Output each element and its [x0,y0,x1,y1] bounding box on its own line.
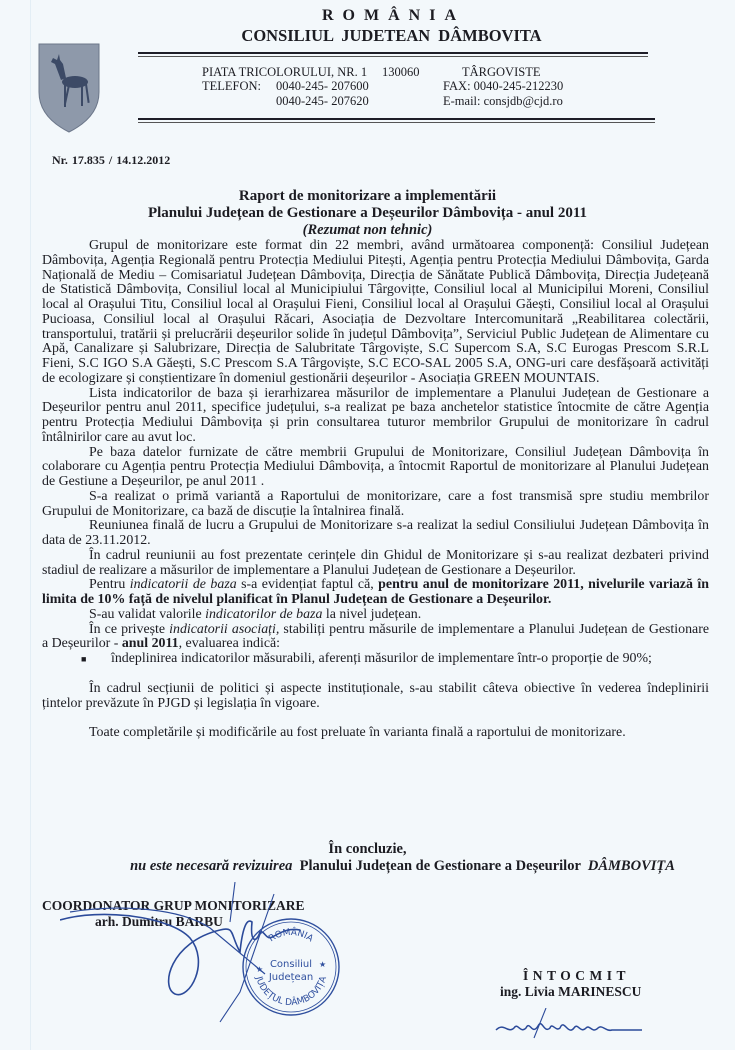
document-number: Nr. 17.835 / 14.12.2012 [52,153,171,167]
preparer-title: ÎNTOCMIT [523,968,631,983]
text-run: s-a evidențiat faptul că, [236,577,379,593]
text-run: În ce privește [89,621,170,637]
stamp-star-left-icon: ★ [256,965,264,974]
document-title-block [0,188,735,239]
document-title-line-2: Planului Județean de Gestionare a Deșeurilor Dâmbovița - anul 2011 [147,205,588,221]
text-run-bold: pentru anul de monitorizare 2011, nivelurile variază în limita de 10% față de nivelul planificat în Planul Județean de Gestionare a Deșeurilor. [42,577,709,607]
letterhead-country: ROMÂNIA [322,7,465,24]
text-run-italic: indicatorii asociați, [169,621,280,637]
svg-text:ROMÂNIA [267,926,315,945]
preparer-name: ing. Livia MARINESCU [500,984,642,999]
official-stamp-icon [241,917,341,1017]
bullet-square-icon: ■ [81,654,87,664]
conclusion-middle: Planului Județean de Gestionare a Deșeurilor [292,858,588,874]
header-rule-top [138,52,648,57]
paragraph-final-version: Toate completările și modificările au fost preluate în varianta finală a raportului de monitorizare. [89,724,626,740]
conclusion-county: DÂMBOVIȚA [587,858,675,874]
document-subtitle: (Rezumat non tehnic) [302,222,433,238]
text-run-bold: anul 2011 [121,636,179,652]
list-item [81,652,709,667]
list-item-text: îndeplinirea indicatorilor măsurabili, aferenți măsurilor de implementare într-o proporție de 90%; [111,651,652,666]
conclusion-statement [70,858,735,875]
letterhead-fax: FAX: 0040-245-212230 [443,79,564,93]
letterhead-phone-label: TELEFON: [202,79,262,93]
letterhead-address: PIATA TRICOLORULUI, NR. 1 [202,65,368,79]
conclusion-heading: În concluzie, [328,841,407,857]
header-rule-bottom [138,118,655,123]
text-run: S-au validat valorile [89,606,206,622]
letterhead-phone-1: 0040-245- 207600 [276,79,369,93]
paragraph-associated-indicators [42,623,709,653]
preparer-signature-icon [494,1008,644,1044]
preparer-block [500,968,641,1000]
coordinator-title: COORDONATOR GRUP MONITORIZARE [42,898,305,913]
paragraph-report-basis: Pe baza datelor furnizate de către membrii Grupului de Monitorizare, Consiliul Județean Dâmbovița în colaborare cu Agenția pentru Protecția Mediului Dâmbovița, a întocmit Raportul de monitorizare al Planului Județean de Gestiune a Deșeurilor, pe anul 2011 . [42,444,709,489]
paragraph-final-meeting: Reuniunea finală de lucru a Grupului de Monitorizare s-a realizat la sediul Consiliului Județean Dâmbovița în data de 23.11.2012. [42,518,709,548]
scan-margin-strip [30,0,31,1050]
document-body [42,239,709,740]
stamp-top-text: ROMÂNIA [267,927,315,945]
text-run-italic: indicatorilor de baza [205,606,323,622]
spacer [42,667,709,682]
letterhead-email: E-mail: consjdb@cjd.ro [443,94,563,108]
letterhead-postal-code: 130060 [382,65,420,79]
conclusion-italic: nu este necesară revizuirea [130,858,293,874]
letterhead-city: TÂRGOVISTE [462,65,541,79]
text-run: , evaluarea indică: [178,636,281,652]
coordinator-name: arh. Dumitru BARBU [95,914,223,929]
stamp-star-right-icon: ★ [319,960,327,969]
stamp-center-line-1: Consiliul [269,959,313,970]
stamp-center-line-2: Județean [268,972,314,983]
paragraph-meeting-content: În cadrul reuniunii au fost prezentate cerințele din Ghidul de Monitorizare și s-au realizat dezbateri privind stadiul de realizare a măsurilor de implementare a Planului Județean de Gestionare a Deșeurilor. [42,547,709,578]
letterhead-phone-2: 0040-245- 207620 [276,94,369,108]
paragraph-policies: În cadrul secțiunii de politici și aspecte instituționale, s-au stabilit câteva obiective în vederea îndeplinirii țintelor prevăzute în PJGD și legislația în vigoare. [42,681,709,711]
text-run: stabiliți pentru măsurile de implementare a Planului Județean de Gestionare a Deșeurilor - [42,621,709,652]
text-run: Pentru [89,577,130,593]
paragraph-first-draft: S-a realizat o primă variantă a Raportului de monitorizare, care a fost transmisă spre studiu membrilor Grupului de Monitorizare, ca bază de discuție la întalnirea finală. [42,488,709,519]
paragraph-validated [42,608,709,623]
paragraph-members: Grupul de monitorizare este format din 22 membri, având următoarea componență: Consiliul Județean Dâmbovița, Agenția Regională pentru Protecția Mediului Pitești, Agenția pentru Protecția Mediului Dâmbovița, Garda Națională de Mediu – Comisariatul Județean Dâmbovița, Direcția de Sănătate Publică Dâmbovița, Direcția Județeană de Statistică Dâmbovița, Consiliul local al Municipiului Târgovițte, Consiliul local al Municipilui Moreni, Consiliul local al Orașului Titu, Consiliul local al Orașului Fieni, Consiliul local al Orașului Găești, Consiliul local al Orașului Pucioasa, Consiliul local al Orașului Răcari, Asociația de Dezvoltare Intercomunitară „Reabilitarea colectării, transportului, tratării și prelucrării deșeurilor solide în județul Dâmbovița”, Serviciul Public Județean de Alimentare cu Apă, Canalizare și Salubrizare, Direcția de Salubritate Târgoviște, S.C Supercom S.A, S.C Eurogas Prescom S.R.L Fieni, S.C IGO S.A Găești, S.C Prescom S.A Târgoviște, S.C ECO-SAL 2005 S.A, ONG-uri care desfășoară activități de ecologizare și conștientizare în domeniul gestionării deșeurilor - Asociația GREEN MOUNTAIS. [42,238,709,386]
text-run: la nivel județean. [322,606,422,622]
conclusion-block [0,841,735,875]
document-title-line-1: Raport de monitorizare a implementării [238,188,497,204]
shield-with-deer-icon [37,42,101,134]
letterhead-council: CONSILIUL JUDETEAN DÂMBOVITA [241,26,542,45]
paragraph-base-indicators [42,578,709,608]
text-run-italic: indicatorii de baza [129,577,237,593]
paragraph-indicator-list: Lista indicatorilor de baza și ierarhizarea măsurilor de implementare a Planului Județean de Gestionare a Deșeurilor pentru anul 2011, specifice județului, s-a realizat pe baza anchetelor statistice întocmite de către Agenția pentru Protecția Mediului Dâmbovița și prin consultarea tuturor membrilor Grupului de monitorizare în cadrul întâlnirilor care au avut loc. [42,385,709,445]
stamp-bottom-text: JUDEȚUL DÂMBOVIȚA [253,975,329,1009]
